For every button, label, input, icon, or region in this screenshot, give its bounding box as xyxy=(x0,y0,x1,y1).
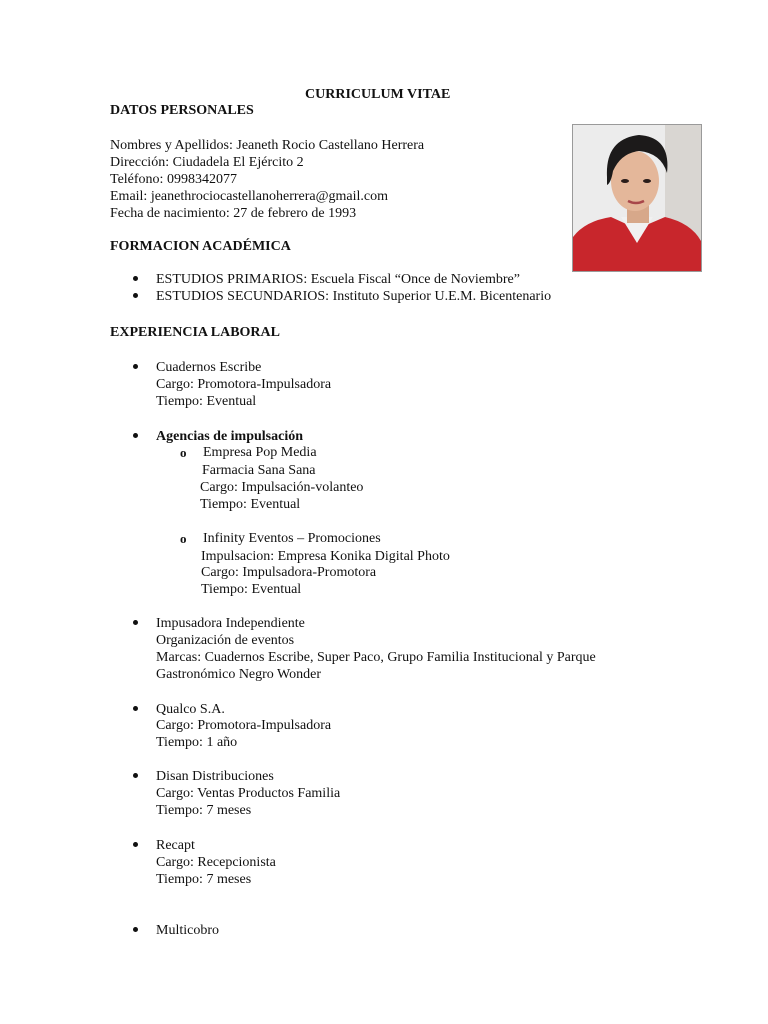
document-title: CURRICULUM VITAE xyxy=(305,87,451,102)
job-brands-cont: Gastronómico Negro Wonder xyxy=(156,667,322,682)
job-company: Recapt xyxy=(156,838,195,853)
job-duration: Tiempo: Eventual xyxy=(156,394,257,409)
bullet-icon xyxy=(133,293,138,298)
job-role: Cargo: Promotora-Impulsadora xyxy=(156,377,332,392)
personal-name: Nombres y Apellidos: Jeaneth Rocio Castellano Herrera xyxy=(110,138,425,153)
personal-birthdate: Fecha de nacimiento: 27 de febrero de 1993 xyxy=(110,206,357,221)
education-item: ESTUDIOS SECUNDARIOS: Instituto Superior U.E.M. Bicentenario xyxy=(156,289,552,304)
job-role: Cargo: Recepcionista xyxy=(156,855,276,870)
education-item: ESTUDIOS PRIMARIOS: Escuela Fiscal “Once de Noviembre” xyxy=(156,272,520,287)
bullet-icon xyxy=(133,364,138,369)
job-company: Disan Distribuciones xyxy=(156,769,274,784)
subjob-client: Farmacia Sana Sana xyxy=(202,463,316,478)
sub-bullet-icon: o xyxy=(180,531,187,546)
job-duration: Tiempo: 1 año xyxy=(156,735,238,750)
job-group-title: Agencias de impulsación xyxy=(156,429,304,444)
bullet-icon xyxy=(133,706,138,711)
job-brands: Marcas: Cuadernos Escribe, Super Paco, Grupo Familia Institucional y Parque xyxy=(156,650,596,665)
job-company: Multicobro xyxy=(156,923,219,938)
section-heading-personal: DATOS PERSONALES xyxy=(110,103,254,118)
job-description: Organización de eventos xyxy=(156,633,295,648)
subjob-client: Impulsacion: Empresa Konika Digital Photo xyxy=(201,549,450,564)
job-company: Qualco S.A. xyxy=(156,702,225,717)
job-company: Cuadernos Escribe xyxy=(156,360,262,375)
profile-photo xyxy=(572,124,702,272)
bullet-icon xyxy=(133,773,138,778)
personal-address: Dirección: Ciudadela El Ejército 2 xyxy=(110,155,304,170)
job-role: Cargo: Promotora-Impulsadora xyxy=(156,718,332,733)
subjob-company: Infinity Eventos – Promociones xyxy=(203,531,381,546)
bullet-icon xyxy=(133,842,138,847)
bullet-icon xyxy=(133,927,138,932)
job-duration: Tiempo: 7 meses xyxy=(156,872,252,887)
bullet-icon xyxy=(133,620,138,625)
subjob-duration: Tiempo: Eventual xyxy=(201,582,302,597)
bullet-icon xyxy=(133,276,138,281)
subjob-role: Cargo: Impulsación-volanteo xyxy=(200,480,364,495)
job-role: Cargo: Ventas Productos Familia xyxy=(156,786,341,801)
bullet-icon xyxy=(133,433,138,438)
section-heading-education: FORMACION ACADÉMICA xyxy=(110,239,291,254)
section-heading-experience: EXPERIENCIA LABORAL xyxy=(110,325,280,340)
personal-phone: Teléfono: 0998342077 xyxy=(110,172,237,187)
subjob-duration: Tiempo: Eventual xyxy=(200,497,301,512)
job-duration: Tiempo: 7 meses xyxy=(156,803,252,818)
personal-email: Email: jeanethrociocastellanoherrera@gmail.com xyxy=(110,189,388,204)
subjob-role: Cargo: Impulsadora-Promotora xyxy=(201,565,377,580)
sub-bullet-icon: o xyxy=(180,445,187,460)
portrait-image xyxy=(573,125,701,271)
job-company: Impusadora Independiente xyxy=(156,616,305,631)
subjob-company: Empresa Pop Media xyxy=(203,445,317,460)
